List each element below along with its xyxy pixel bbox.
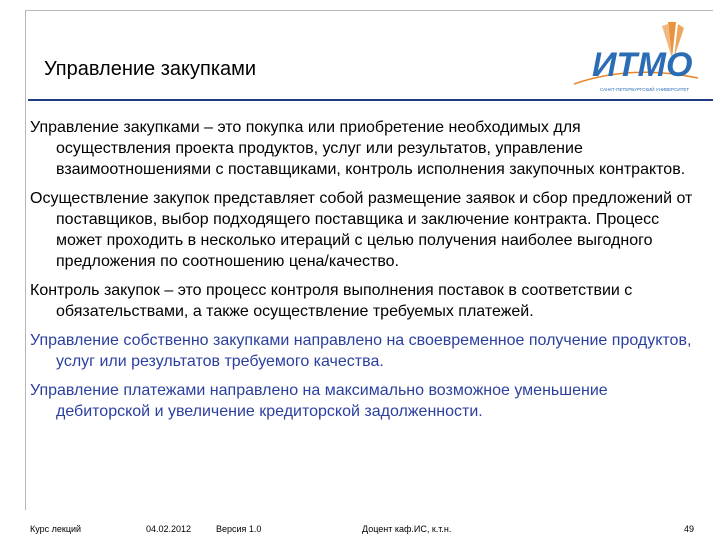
- itmo-logo-graphic: [572, 18, 700, 94]
- footer-page-number: 49: [684, 524, 695, 534]
- footer-version: Версия 1.0: [216, 524, 262, 534]
- paragraph: [30, 380, 698, 422]
- paragraph-term: Управление закупками: [30, 119, 200, 136]
- title-divider: [28, 99, 713, 101]
- footer-date: 04.02.2012: [146, 524, 192, 534]
- slide-title: Управление закупками: [44, 58, 257, 80]
- itmo-logo: [572, 18, 700, 94]
- paragraph: [30, 330, 698, 372]
- paragraph: [30, 188, 698, 272]
- paragraph-term: Осуществление закупок: [30, 190, 210, 207]
- slide-footer: [0, 524, 720, 538]
- paragraph-term: Контроль закупок: [30, 282, 160, 299]
- footer-course: Курс лекций: [30, 524, 82, 534]
- paragraph-text: Управление собственно закупками направлено на своевременное получение продуктов, услуг или результатов требуемого качества.: [30, 332, 692, 370]
- paragraph-text: представляет собой размещение заявок и сбор предложений от поставщиков, выбор подходящего поставщика и заключение контракта. Процесс может проходить в несколько итераций с целью получения наиболее выгодного предложения по соотношению цена/качество.: [56, 190, 693, 270]
- paragraph-text: – это покупка или приобретение необходимых для осуществления проекта продуктов, услуг или результатов, управление взаимоотношениями с поставщиками, контроль исполнения закупочных контрактов.: [56, 119, 686, 178]
- logo-subtitle: САНКТ-ПЕТЕРБУРГСКИЙ УНИВЕРСИТЕТ: [600, 87, 690, 92]
- paragraph-text: Управление платежами направлено на максимально возможное уменьшение дебиторской и увеличение кредиторской задолженности.: [30, 382, 608, 420]
- paragraph: [30, 280, 698, 322]
- paragraph: [30, 117, 698, 180]
- paragraph-text: – это процесс контроля выполнения поставок в соответствии с обязательствами, а также осуществление требуемых платежей.: [56, 282, 633, 320]
- footer-author: Доцент каф.ИС, к.т.н.: [362, 524, 452, 534]
- logo-wordmark: ИТМО: [592, 46, 693, 84]
- slide-body: [30, 117, 698, 430]
